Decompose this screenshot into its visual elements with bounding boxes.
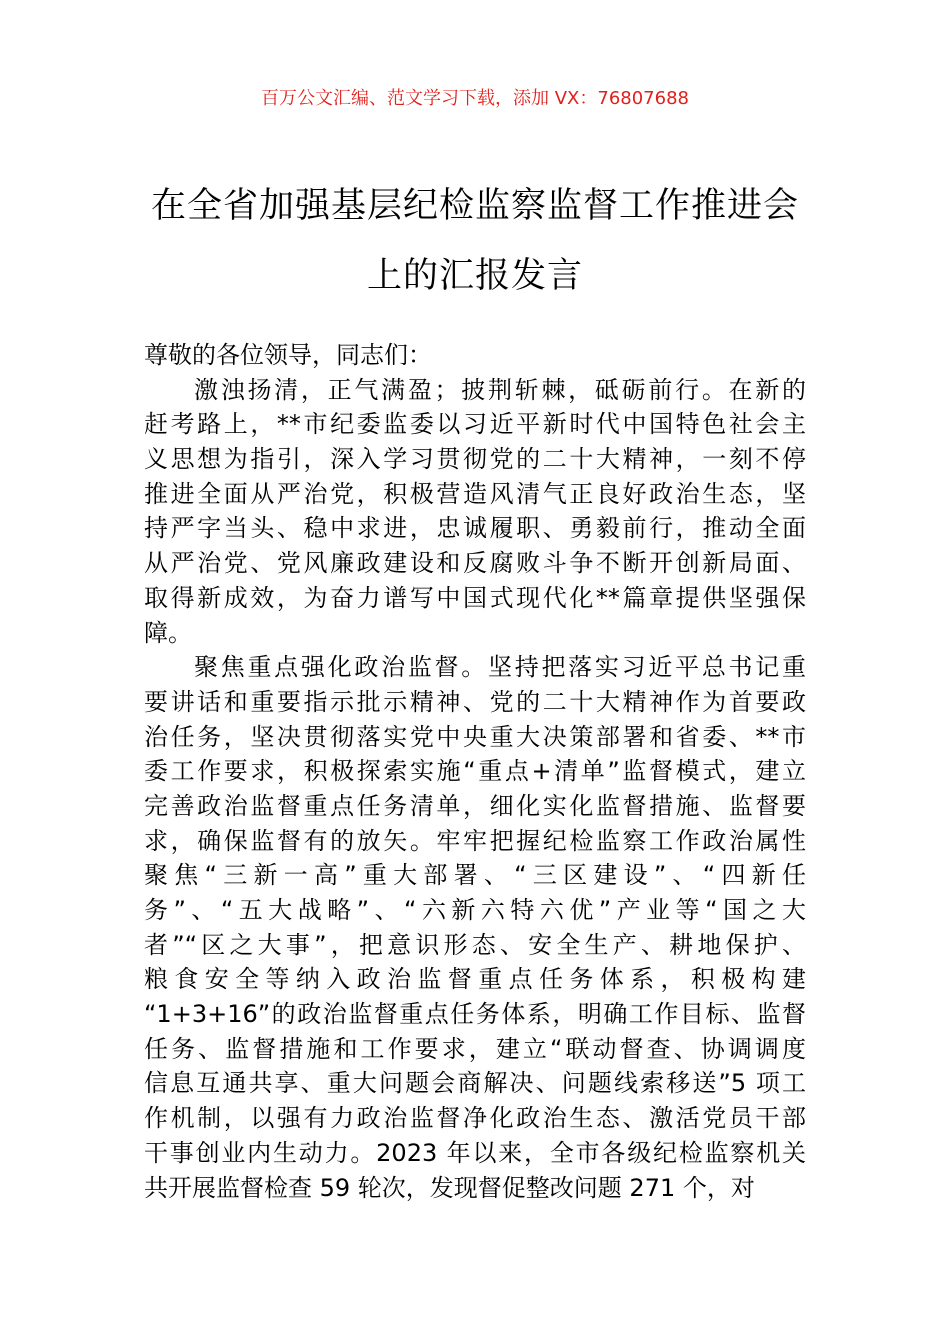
paragraph-line: 务”、“五大战略”、“六新六特六优”产业等“国之大 <box>144 896 806 924</box>
paragraph-line: 干事创业内生动力。2023 年以来，全市各级纪检监察机关 <box>144 1138 806 1167</box>
paragraph-line: 者”“区之大事”，把意识形态、安全生产、耕地保护、 <box>144 930 806 959</box>
paragraph-line: 义思想为指引，深入学习贯彻党的二十大精神，一刻不停 <box>144 445 806 474</box>
document-title-line-2: 上的汇报发言 <box>366 256 583 296</box>
paragraph-line: 从严治党、党风廉政建设和反腐败斗争不断开创新局面、 <box>144 549 806 578</box>
paragraph-line: 任务、监督措施和工作要求，建立“联动督查、协调调度 <box>144 1034 806 1063</box>
salutation: 尊敬的各位领导，同志们： <box>144 341 432 369</box>
paragraph-line: 共开展监督检查 59 轮次，发现督促整改问题 271 个，对 <box>144 1173 755 1202</box>
paragraph <box>144 650 806 1205</box>
document-body <box>144 338 806 1205</box>
paragraph-line: 委工作要求，积极探索实施“重点+清单”监督模式，建立 <box>144 757 806 786</box>
document-title-line-1: 在全省加强基层纪检监察监督工作推进会 <box>150 186 799 226</box>
paragraph-line: 赶考路上，**市纪委监委以习近平新时代中国特色社会主 <box>144 410 806 439</box>
watermark-header: 百万公文汇编、范文学习下载，添加 VX：76807688 <box>261 88 689 109</box>
paragraph-line: 聚焦重点强化政治监督。坚持把落实习近平总书记重 <box>194 653 806 682</box>
paragraph-line: 取得新成效，为奋力谱写中国式现代化**篇章提供坚强保 <box>144 583 806 612</box>
paragraph-line: 要讲话和重要指示批示精神、党的二十大精神作为首要政 <box>144 687 806 716</box>
paragraph-line: 求，确保监督有的放矢。牢牢把握纪检监察工作政治属性 <box>144 826 806 855</box>
paragraph <box>144 373 806 651</box>
paragraph-line: 作机制，以强有力政治监督净化政治生态、激活党员干部 <box>144 1104 806 1133</box>
paragraph-line: 粮食安全等纳入政治监督重点任务体系，积极构建 <box>144 965 806 994</box>
paragraph-line: 持严字当头、稳中求进，忠诚履职、勇毅前行，推动全面 <box>144 514 806 543</box>
paragraph-line: 障。 <box>144 618 192 647</box>
paragraph-line: 完善政治监督重点任务清单，细化实化监督措施、监督要 <box>144 791 806 820</box>
paragraph-line: 推进全面从严治党，积极营造风清气正良好政治生态，坚 <box>144 479 806 508</box>
paragraph-line: 激浊扬清，正气满盈；披荆斩棘，砥砺前行。在新的 <box>194 375 806 404</box>
paragraph-line: 聚焦“三新一高”重大部署、“三区建设”、“四新任 <box>144 861 806 890</box>
paragraph-line: “1+3+16”的政治监督重点任务体系，明确工作目标、监督 <box>144 1000 806 1029</box>
paragraph-line: 信息互通共享、重大问题会商解决、问题线索移送”5 项工 <box>144 1069 806 1098</box>
paragraph-line: 治任务，坚决贯彻落实党中央重大决策部署和省委、**市 <box>144 722 806 751</box>
